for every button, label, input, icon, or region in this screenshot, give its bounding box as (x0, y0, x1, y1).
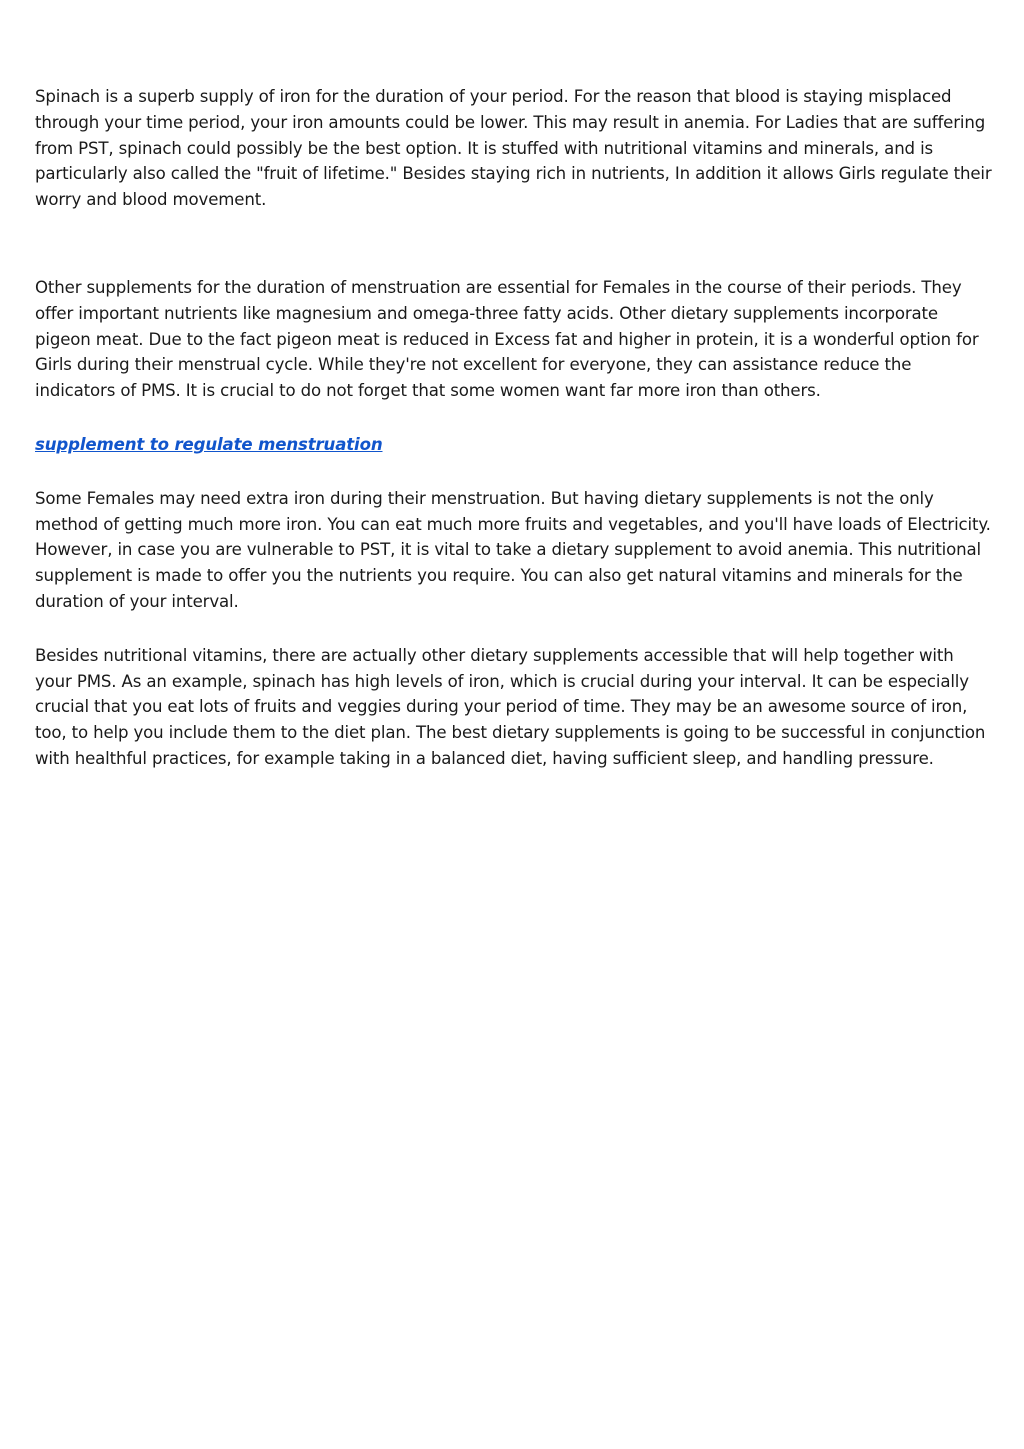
paragraph-nutritional-vitamins: Besides nutritional vitamins, there are actually other dietary supplements accessible that will help together with your PMS. As an example, spinach has high levels of iron, which is crucial during your interval. It can be especially crucial that you eat lots of fruits and veggies during your period of time. They may be an awesome source of iron, too, to help you include them to the diet plan. The best dietary supplements is going to be successful in conjunction with healthful practices, for example taking in a balanced diet, having sufficient sleep, and handling pressure. (35, 645, 986, 768)
supplement-link[interactable]: supplement to regulate menstruation (35, 434, 383, 454)
document-body (35, 84, 993, 772)
paragraph-extra-iron: Some Females may need extra iron during their menstruation. But having dietary supplements is not the only method of getting much more iron. You can eat much more fruits and vegetables, and you'll have loads of Electricity. However, in case you are vulnerable to PST, it is vital to take a dietary supplement to avoid anemia. This nutritional supplement is made to offer you the nutrients you require. You can also get natural vitamins and minerals for the duration of your interval. (35, 488, 991, 611)
paragraph-other-supplements: Other supplements for the duration of menstruation are essential for Females in the course of their periods. They offer important nutrients like magnesium and omega-three fatty acids. Other dietary supplements incorporate pigeon meat. Due to the fact pigeon meat is reduced in Excess fat and higher in protein, it is a wonderful option for Girls during their menstrual cycle. While they're not excellent for everyone, they can assistance reduce the indicators of PMS. It is crucial to do not forget that some women want far more iron than others. (35, 277, 979, 401)
link-container (35, 432, 993, 458)
paragraph-spinach-iron: Spinach is a superb supply of iron for the duration of your period. For the reason that blood is staying misplaced through your time period, your iron amounts could be lower. This may result in anemia. For Ladies that are suffering from PST, spinach could possibly be the best option. It is stuffed with nutritional vitamins and minerals, and is particularly also called the "fruit of lifetime." Besides staying rich in nutrients, In addition it allows Girls regulate their worry and blood movement. (35, 87, 992, 210)
